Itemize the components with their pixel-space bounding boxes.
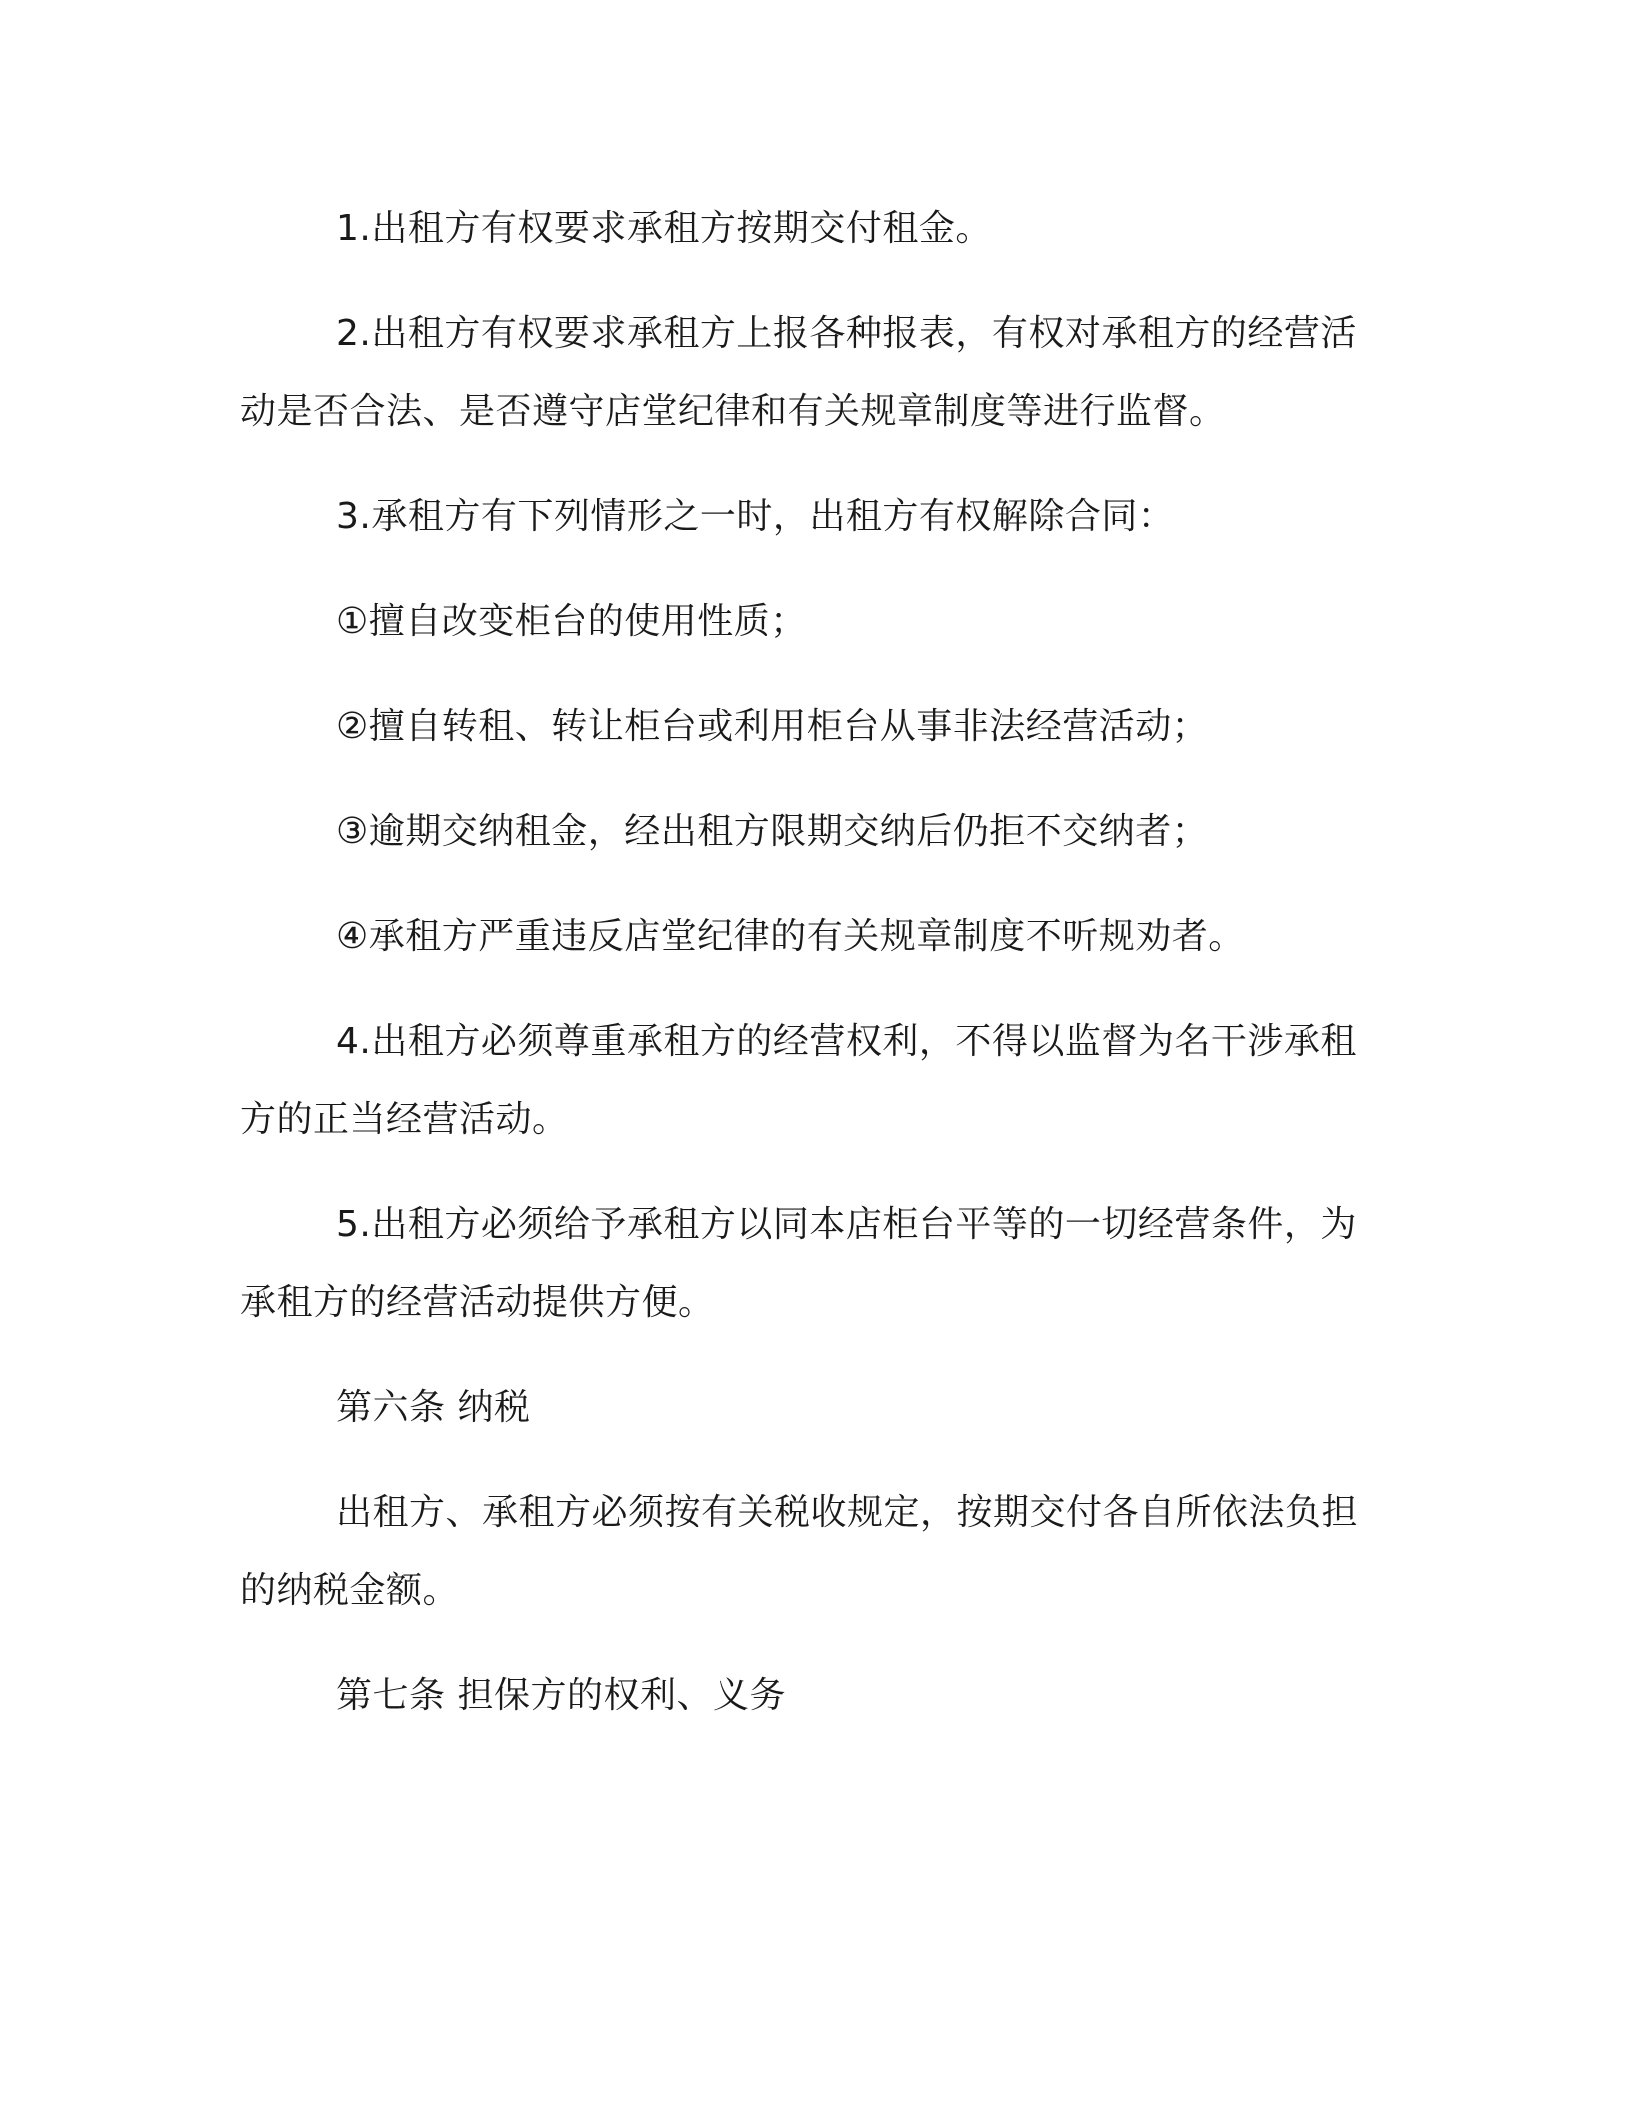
- paragraph-condition-4: ④承租方严重违反店堂纪律的有关规章制度不听规劝者。: [336, 916, 1245, 957]
- paragraph-lessor-right-1: 1.出租方有权要求承租方按期交付租金。: [336, 208, 992, 249]
- paragraph-lessor-duty-4: 4.出租方必须尊重承租方的经营权利，不得以监督为名干涉承租方的正当经营活动。: [240, 1021, 1357, 1140]
- paragraph-condition-3: ③逾期交纳租金，经出租方限期交纳后仍拒不交纳者；: [336, 811, 1209, 852]
- section-heading-article-6: 第六条 纳税: [336, 1387, 531, 1428]
- paragraph-lessor-right-2: 2.出租方有权要求承租方上报各种报表，有权对承租方的经营活动是否合法、是否遵守店堂纪律和有关规章制度等进行监督。: [240, 313, 1357, 432]
- section-heading-article-7: 第七条 担保方的权利、义务: [336, 1675, 786, 1716]
- paragraph-condition-1: ①擅自改变柜台的使用性质；: [336, 601, 807, 642]
- document-body: [240, 190, 1390, 1762]
- paragraph-lessor-duty-5: 5.出租方必须给予承租方以同本店柜台平等的一切经营条件，为承租方的经营活动提供方便。: [240, 1204, 1357, 1323]
- paragraph-tax: 出租方、承租方必须按有关税收规定，按期交付各自所依法负担的纳税金额。: [240, 1492, 1359, 1611]
- paragraph-condition-2: ②擅自转租、转让柜台或利用柜台从事非法经营活动；: [336, 706, 1209, 747]
- paragraph-lessor-right-3: 3.承租方有下列情形之一时，出租方有权解除合同：: [336, 496, 1175, 537]
